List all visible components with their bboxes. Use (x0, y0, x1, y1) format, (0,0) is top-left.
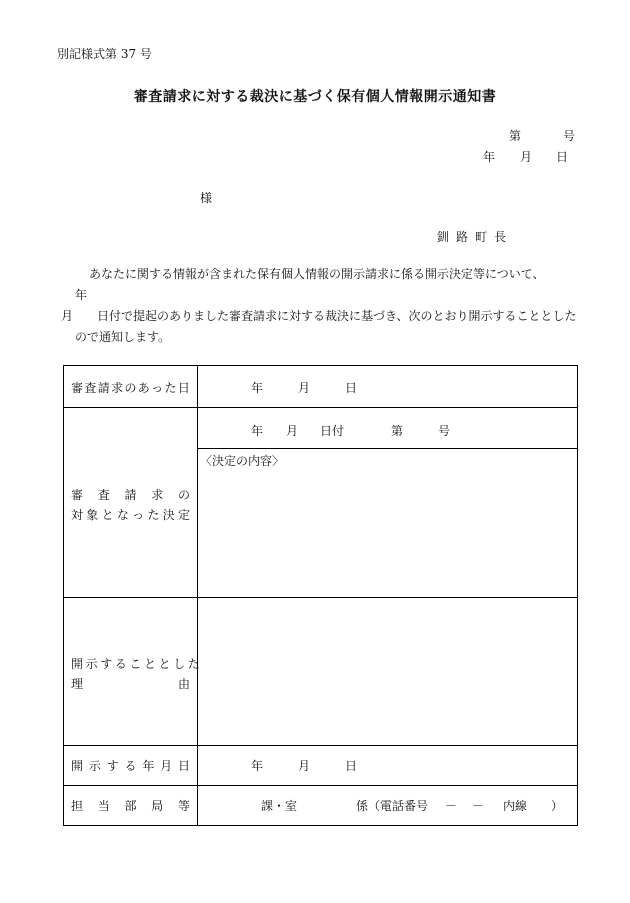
label-char: 請 (97, 381, 110, 395)
label-char: の (124, 381, 137, 395)
label-char: 局 (151, 799, 164, 813)
label-char: 対 (71, 508, 84, 522)
disclosure-date-year: 年 (251, 759, 264, 773)
sender-char: 町 (475, 230, 495, 244)
notice-form-table (63, 365, 578, 826)
disclosure-date-day: 日 (345, 759, 358, 773)
label-char: 担 (71, 799, 84, 813)
sender-char: 長 (494, 230, 514, 244)
label-char: 象 (86, 508, 99, 522)
body-text-d: 日付で提起のありました審査請求に対する裁決に基づき、次のとおり開示することとしたので通知します。 (75, 309, 577, 344)
body-text-a: あなたに関する情報が含まれた保有個人情報の開示請求に係る開示決定等について、 (89, 267, 545, 281)
table-row-divider (64, 597, 577, 598)
notice-body-text (61, 264, 579, 348)
request-date-day: 日 (345, 381, 358, 395)
document-number-dai: 第 (509, 129, 522, 143)
table-row-divider (64, 407, 577, 408)
label-disclosure-date (71, 757, 190, 774)
label-disclosure-reason-line2 (71, 675, 190, 692)
label-char: っ (151, 381, 164, 395)
phone-dash-2: － (472, 799, 485, 813)
sender-char: 釧 (437, 230, 457, 244)
table-row-divider (64, 785, 577, 786)
phone-naisen: 内線 (503, 799, 528, 813)
disclosure-date-month: 月 (298, 759, 311, 773)
document-number-row (509, 127, 575, 144)
request-date-month: 月 (298, 381, 311, 395)
label-disclosure-reason-line1: 開示することとした (71, 657, 203, 671)
phone-close-paren: ） (551, 799, 564, 813)
department-ka-shitsu: 課・室 (261, 799, 298, 813)
table-column-divider (197, 366, 198, 825)
issue-date-year: 年 (483, 150, 496, 164)
label-char: っ (132, 508, 145, 522)
label-char: 査 (84, 381, 97, 395)
label-request-date (71, 379, 190, 396)
label-char: す (106, 759, 119, 773)
department-kakari-phone: 係（電話番号 (356, 799, 429, 813)
issue-date-day: 日 (556, 150, 569, 164)
label-target-decision-line1 (71, 486, 190, 503)
decision-number-go: 号 (438, 424, 451, 438)
label-char: 決 (162, 508, 175, 522)
addressee-sama: 様 (200, 191, 213, 205)
form-number: 別記様式第 37 号 (57, 47, 152, 61)
decision-date-month: 月 (286, 424, 299, 438)
document-number-go: 号 (563, 129, 576, 143)
label-char: あ (137, 381, 150, 395)
document-title: 審査請求に対する裁決に基づく保有個人情報開示通知書 (133, 89, 497, 105)
label-char: 審 (71, 381, 84, 395)
label-char: た (164, 381, 177, 395)
body-year: 年 (75, 288, 88, 302)
issue-date-row (483, 148, 568, 165)
label-char: と (101, 508, 114, 522)
decision-content-label: 〈決定の内容〉 (200, 454, 285, 468)
label-char: 部 (124, 799, 137, 813)
label-target-decision-line2 (71, 506, 190, 523)
decision-number-dai: 第 (391, 424, 404, 438)
label-char: な (116, 508, 129, 522)
sender-char: 路 (456, 230, 476, 244)
decision-date-year: 年 (251, 424, 264, 438)
label-char: 求 (111, 381, 124, 395)
label-char: 日 (177, 381, 190, 395)
label-char: の (177, 488, 190, 502)
sender (437, 228, 513, 245)
label-responsible-department (71, 797, 190, 814)
request-date-year: 年 (251, 381, 264, 395)
label-char: 審 (71, 488, 84, 502)
label-char: た (147, 508, 160, 522)
label-char: 開 (71, 759, 84, 773)
label-char: 月 (160, 759, 173, 773)
label-char: 請 (124, 488, 137, 502)
label-char: 求 (151, 488, 164, 502)
label-char: 年 (142, 759, 155, 773)
body-month: 月 (61, 309, 74, 323)
label-char: 当 (97, 799, 110, 813)
label-char: 示 (88, 759, 101, 773)
table-row-divider (64, 745, 577, 746)
label-char: 由 (177, 677, 190, 691)
label-char: 日 (177, 759, 190, 773)
issue-date-month: 月 (520, 150, 533, 164)
label-char: 等 (177, 799, 190, 813)
table-sub-divider (197, 448, 577, 449)
phone-dash-1: － (445, 799, 458, 813)
decision-date-dated: 日付 (320, 424, 345, 438)
label-char: 査 (97, 488, 110, 502)
label-char: 理 (71, 677, 84, 691)
label-char: 定 (177, 508, 190, 522)
label-char: る (124, 759, 137, 773)
